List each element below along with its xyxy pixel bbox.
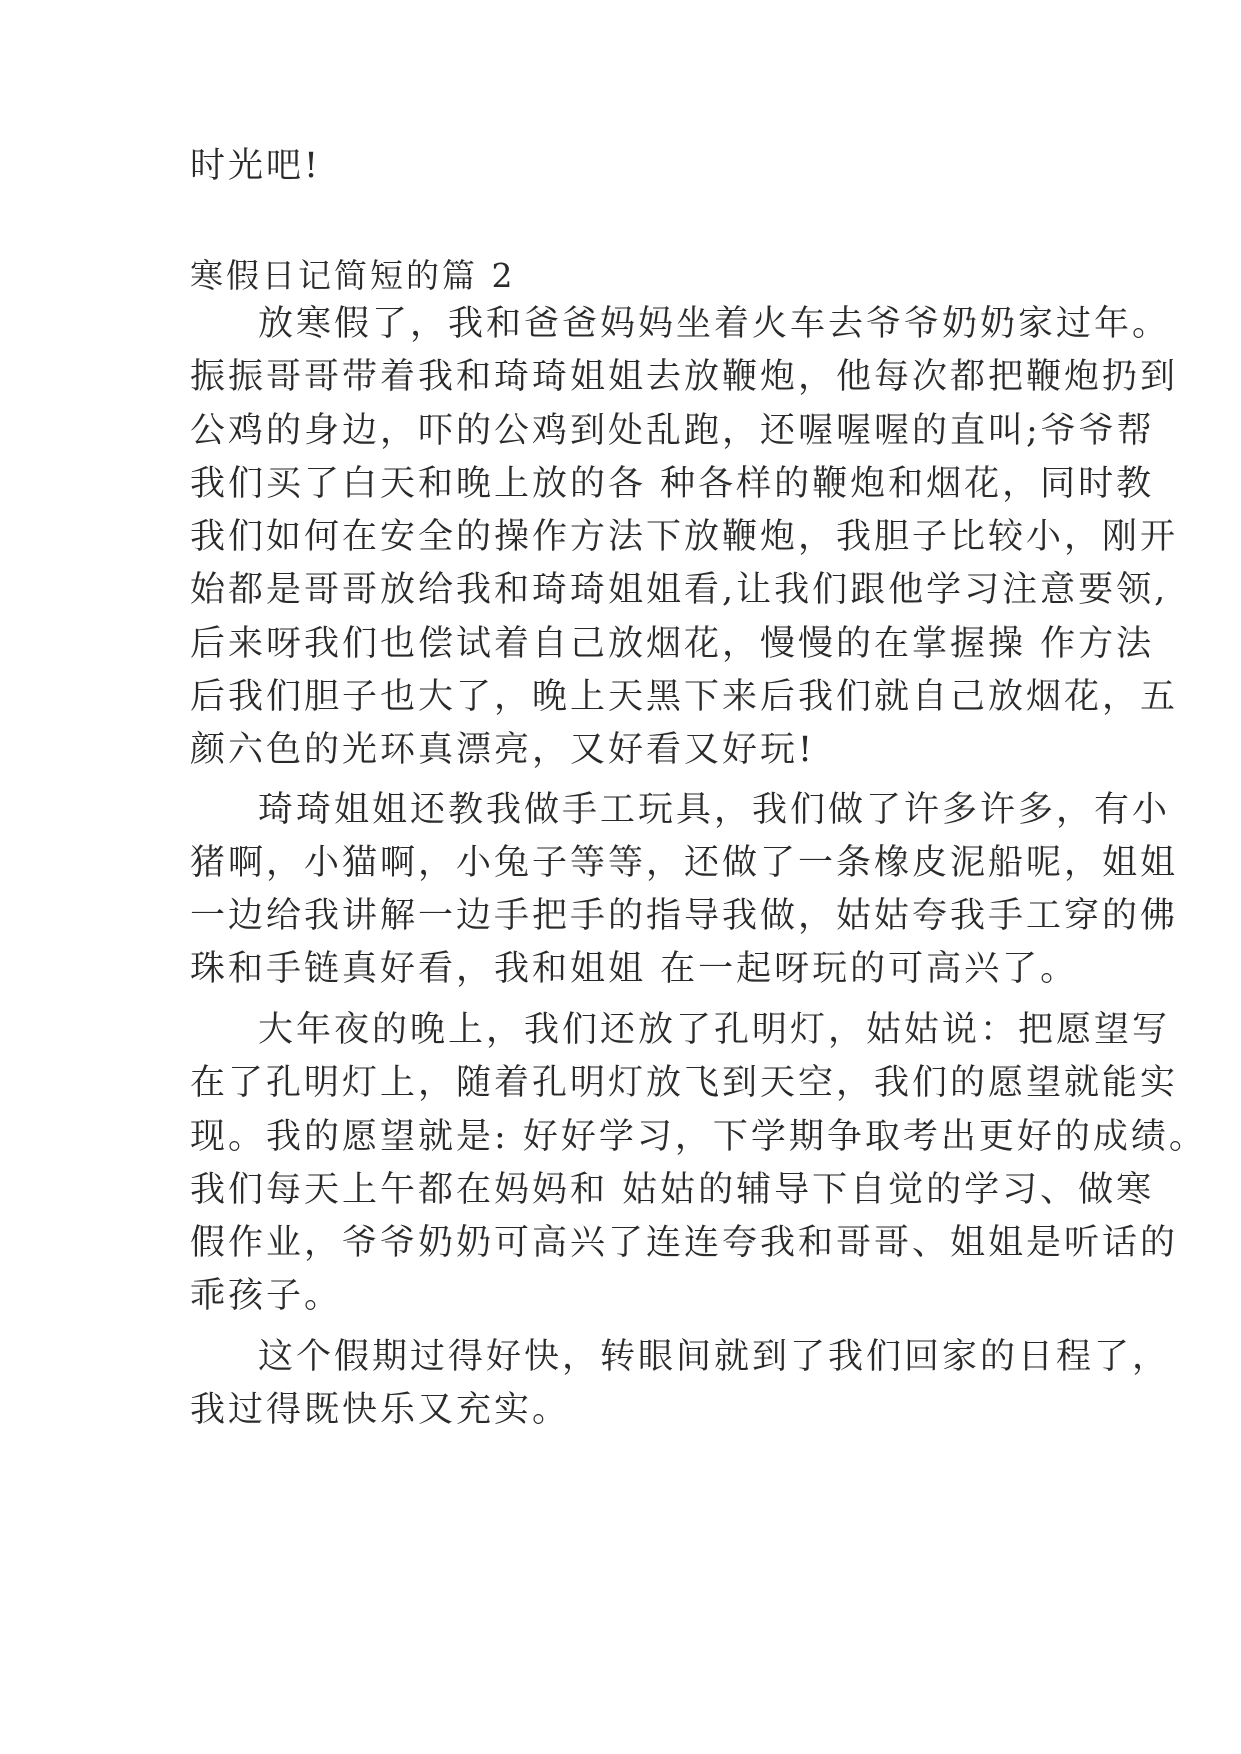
paragraph-line: 珠和手链真好看，我和姐姐 在一起呀玩的可高兴了。	[190, 949, 1079, 989]
paragraph-line: 公鸡的身边，吓的公鸡到处乱跑，还喔喔喔的直叫;爷爷帮	[190, 411, 1155, 451]
paragraph-line: 这个假期过得好快，转眼间就到了我们回家的日程了，	[258, 1337, 1171, 1377]
paragraph-line: 后来呀我们也偿试着自己放烟花，慢慢的在掌握操 作方法	[190, 624, 1155, 664]
paragraph-line: 始都是哥哥放给我和琦琦姐姐看,让我们跟他学习注意要领,	[190, 570, 1169, 610]
paragraph-line: 后我们胆子也大了，晚上天黑下来后我们就自己放烟花，五	[190, 677, 1179, 717]
paragraph-line: 我过得既快乐又充实。	[190, 1390, 571, 1430]
paragraph-line: 假作业，爷爷奶奶可高兴了连连夸我和哥哥、姐姐是听话的	[190, 1223, 1179, 1263]
paragraph-line: 放寒假了，我和爸爸妈妈坐着火车去爷爷奶奶家过年。	[258, 304, 1171, 344]
paragraph-line: 猪啊，小猫啊，小兔子等等，还做了一条橡皮泥船呢，姐姐	[190, 843, 1179, 883]
paragraph-line: 琦琦姐姐还教我做手工玩具，我们做了许多许多，有小	[258, 790, 1171, 830]
paragraph-line: 乖孩子。	[190, 1276, 343, 1316]
paragraph-line: 一边给我讲解一边手把手的指导我做，姑姑夸我手工穿的佛	[190, 896, 1179, 936]
paragraph-line: 振振哥哥带着我和琦琦姐姐去放鞭炮，他每次都把鞭炮扔到	[190, 357, 1179, 397]
paragraph-line: 我们如何在安全的操作方法下放鞭炮，我胆子比较小，刚开	[190, 517, 1179, 557]
paragraph-line: 在了孔明灯上，随着孔明灯放飞到天空，我们的愿望就能实	[190, 1063, 1179, 1103]
continuation-line: 时光吧!	[190, 146, 322, 186]
section-heading: 寒假日记简短的篇 2	[190, 256, 516, 295]
paragraph-line: 我们买了白天和晚上放的各 种各样的鞭炮和烟花，同时教	[190, 464, 1155, 504]
paragraph-line: 我们每天上午都在妈妈和 姑姑的辅导下自觉的学习、做寒	[190, 1170, 1155, 1210]
paragraph-line: 颜六色的光环真漂亮，又好看又好玩!	[190, 730, 816, 770]
paragraph-line: 大年夜的晚上，我们还放了孔明灯，姑姑说：把愿望写	[258, 1010, 1171, 1050]
paragraph-line: 现。我的愿望就是: 好好学习，下学期争取考出更好的成绩。	[190, 1117, 1207, 1157]
